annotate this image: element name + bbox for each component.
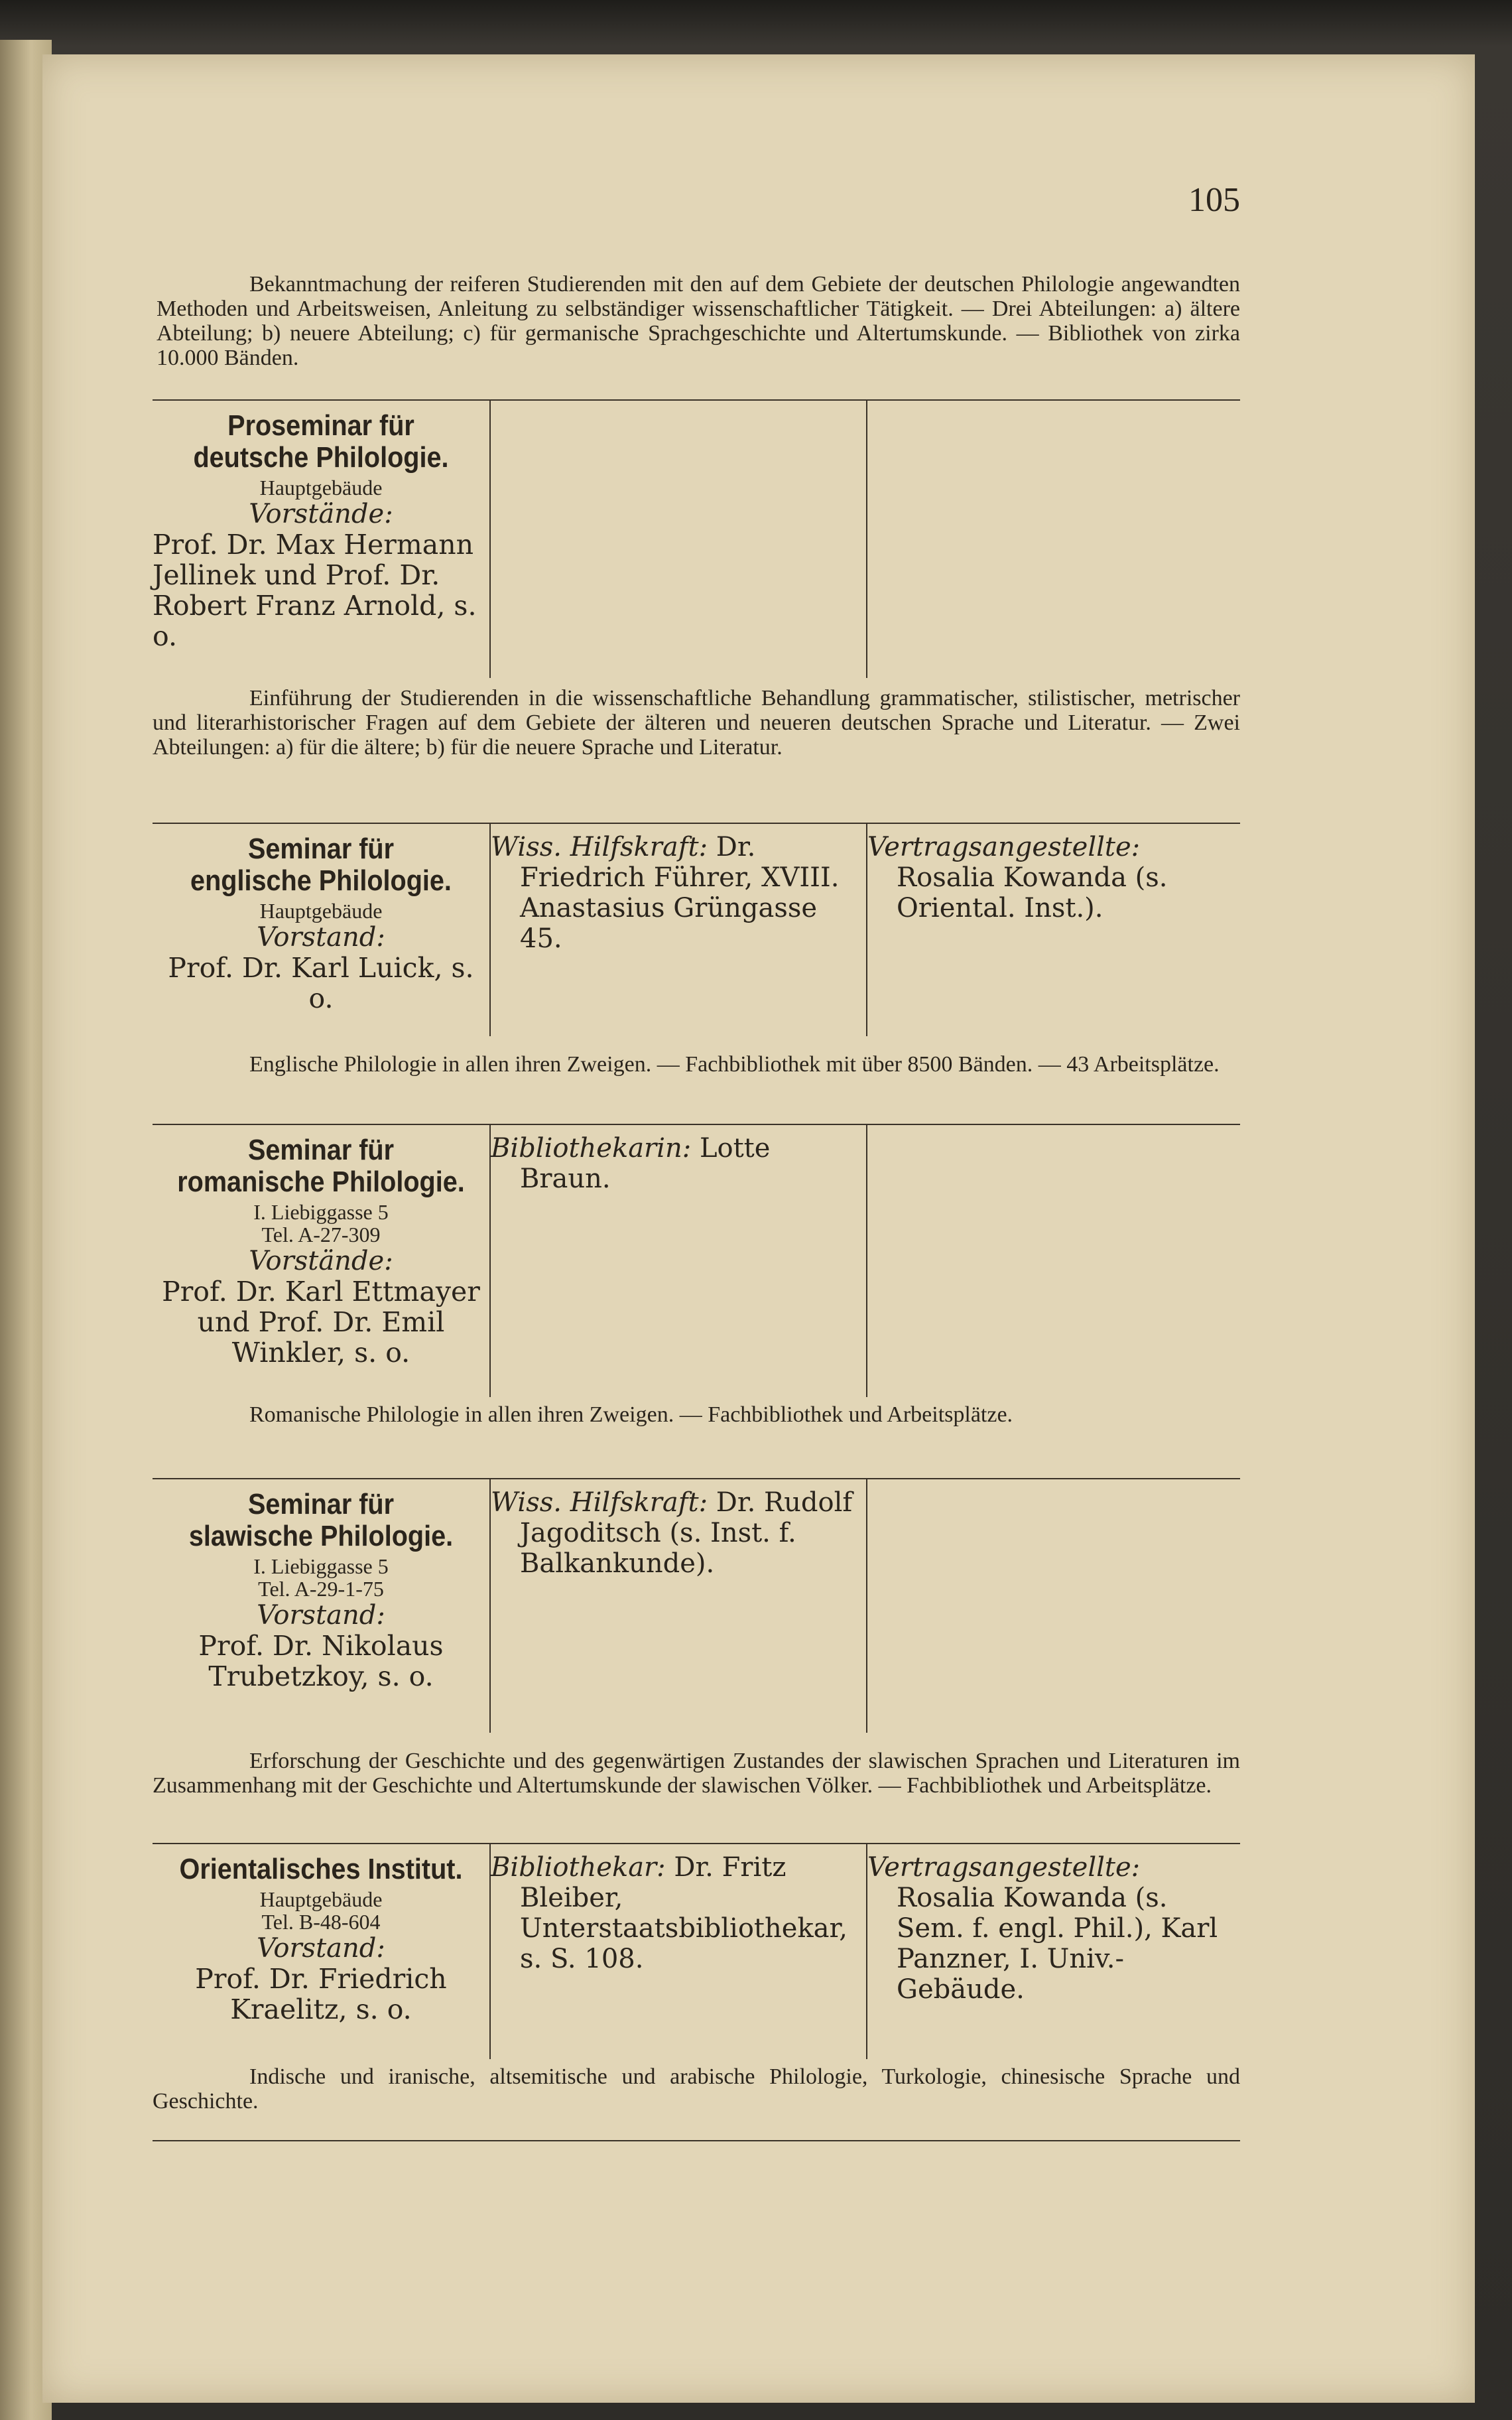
directors: Prof. Dr. Max Hermann Jellinek und Prof. Dr. Robert Franz Arnold, s. o. xyxy=(153,529,477,652)
location-phone: Tel. A-27-309 xyxy=(261,1223,381,1246)
institute-name: Seminar für romanische Philologie. xyxy=(177,1134,465,1198)
contract-staff-name: Rosalia Kowanda (s. Sem. f. engl. Phil.), Karl Panzner, I. Univ.-Gebäude. xyxy=(897,1883,1218,2005)
staff-role-label: Bibliothekarin: xyxy=(491,1133,692,1164)
contract-staff-name: Rosalia Kowanda (s. Oriental. Inst.). xyxy=(897,862,1168,923)
staff-name: Lotte Braun. xyxy=(520,1133,771,1194)
entry-orientalisches-institut xyxy=(153,1843,1240,2141)
staff-column xyxy=(489,1479,866,1733)
entry-description: Einführung der Studierenden in die wissenschaftliche Behandlung grammatischer, stilistischer, metrischer und literarhistorischer Fragen auf dem Gebiete der älteren und neueren deutschen Sprache und Literatur. — Zwei Abteilungen: a) für die ältere; b) für die neuere Sprache und Literatur. xyxy=(153,686,1240,760)
staff-role-label: Wiss. Hilfskraft: xyxy=(491,1487,708,1518)
contract-staff-column xyxy=(866,1844,1240,2059)
director-label: Vorstand: xyxy=(257,1600,385,1631)
entry-heading-column xyxy=(153,1844,489,2059)
entry-seminar-romanisch xyxy=(153,1124,1240,1427)
directors: Prof. Dr. Karl Luick, s. o. xyxy=(168,952,474,1014)
entry-heading-column xyxy=(153,401,489,678)
intro-paragraph: Bekanntmachung der reiferen Studierenden mit den auf dem Gebiete der deutschen Philologie angewandten Methoden und Arbeitsweisen, Anleitung zu selbständiger wissenschaftlicher Tätigkeit. — Drei Abteilungen: a) ältere Abteilung; b) neuere Abteilung; c) für germanische Sprachgeschichte und Altertumskunde. — Bibliothek von zirka 10.000 Bänden. xyxy=(157,272,1240,370)
staff-role-label: Bibliothekar: xyxy=(491,1852,666,1883)
institute-name: Seminar für englische Philologie. xyxy=(190,833,452,897)
location: Hauptgebäude xyxy=(259,899,383,923)
location-phone: Tel. B-48-604 xyxy=(261,1910,381,1934)
entry-description: Indische und iranische, altsemitische und arabische Philologie, Turkologie, chinesische Sprache und Geschichte. xyxy=(153,2064,1240,2114)
staff-column xyxy=(489,824,866,1036)
staff-name: Dr. Fritz Bleiber, Unterstaatsbibliothekar, s. S. 108. xyxy=(520,1852,848,1974)
location-address: I. Liebiggasse 5 xyxy=(253,1200,389,1224)
contract-staff-column xyxy=(866,824,1240,1036)
staff-column xyxy=(489,401,866,678)
entry-heading-column xyxy=(153,824,489,1036)
location: Hauptgebäude xyxy=(259,476,383,500)
entry-proseminar-deutsch xyxy=(153,399,1240,760)
directors: Prof. Dr. Karl Ettmayer und Prof. Dr. Emil Winkler, s. o. xyxy=(162,1276,480,1369)
staff-column xyxy=(489,1125,866,1397)
directors: Prof. Dr. Nikolaus Trubetzkoy, s. o. xyxy=(198,1630,444,1692)
staff-name: Dr. Friedrich Führer, XVIII. Anastasius Grüngasse 45. xyxy=(520,832,840,954)
location-address: Hauptgebäude xyxy=(259,1887,383,1911)
institute-name: Proseminar für deutsche Philologie. xyxy=(193,409,449,474)
contract-role-label: Vertragsangestellte: xyxy=(867,832,1141,862)
staff-name: Dr. Rudolf Jagoditsch (s. Inst. f. Balkankunde). xyxy=(520,1487,853,1579)
page-number: 105 xyxy=(1188,181,1240,219)
entry-seminar-slawisch xyxy=(153,1478,1240,1798)
contract-staff-column xyxy=(866,401,1240,678)
directors: Prof. Dr. Friedrich Kraelitz, s. o. xyxy=(195,1963,447,2025)
staff-role-label: Wiss. Hilfskraft: xyxy=(491,832,708,862)
contract-staff-column xyxy=(866,1479,1240,1733)
contract-role-label: Vertragsangestellte: xyxy=(867,1852,1141,1883)
location-phone: Tel. A-29-1-75 xyxy=(258,1577,384,1601)
entry-description: Romanische Philologie in allen ihren Zweigen. — Fachbibliothek und Arbeitsplätze. xyxy=(249,1402,1013,1427)
institute-name: Orientalisches Institut. xyxy=(179,1853,463,1885)
entry-description: Erforschung der Geschichte und des gegenwärtigen Zustandes der slawischen Sprachen und Literaturen im Zusammenhang mit der Geschichte und Altertumskunde der slawischen Völker. — Fachbibliothek und Arbeitsplätze. xyxy=(153,1749,1240,1798)
entry-description: Englische Philologie in allen ihren Zweigen. — Fachbibliothek mit über 8500 Bänden. — 43 Arbeitsplätze. xyxy=(249,1052,1220,1077)
entry-heading-column xyxy=(153,1479,489,1733)
closing-rule xyxy=(153,2140,1240,2141)
director-label: Vorstände: xyxy=(249,499,393,529)
institute-name: Seminar für slawische Philologie. xyxy=(188,1488,454,1552)
entry-seminar-englisch xyxy=(153,823,1240,1077)
contract-staff-column xyxy=(866,1125,1240,1397)
entry-heading-column xyxy=(153,1125,489,1397)
director-label: Vorstände: xyxy=(249,1246,393,1276)
location-address: I. Liebiggasse 5 xyxy=(253,1554,389,1578)
director-label: Vorstand: xyxy=(257,1933,385,1964)
staff-column xyxy=(489,1844,866,2059)
director-label: Vorstand: xyxy=(257,922,385,953)
